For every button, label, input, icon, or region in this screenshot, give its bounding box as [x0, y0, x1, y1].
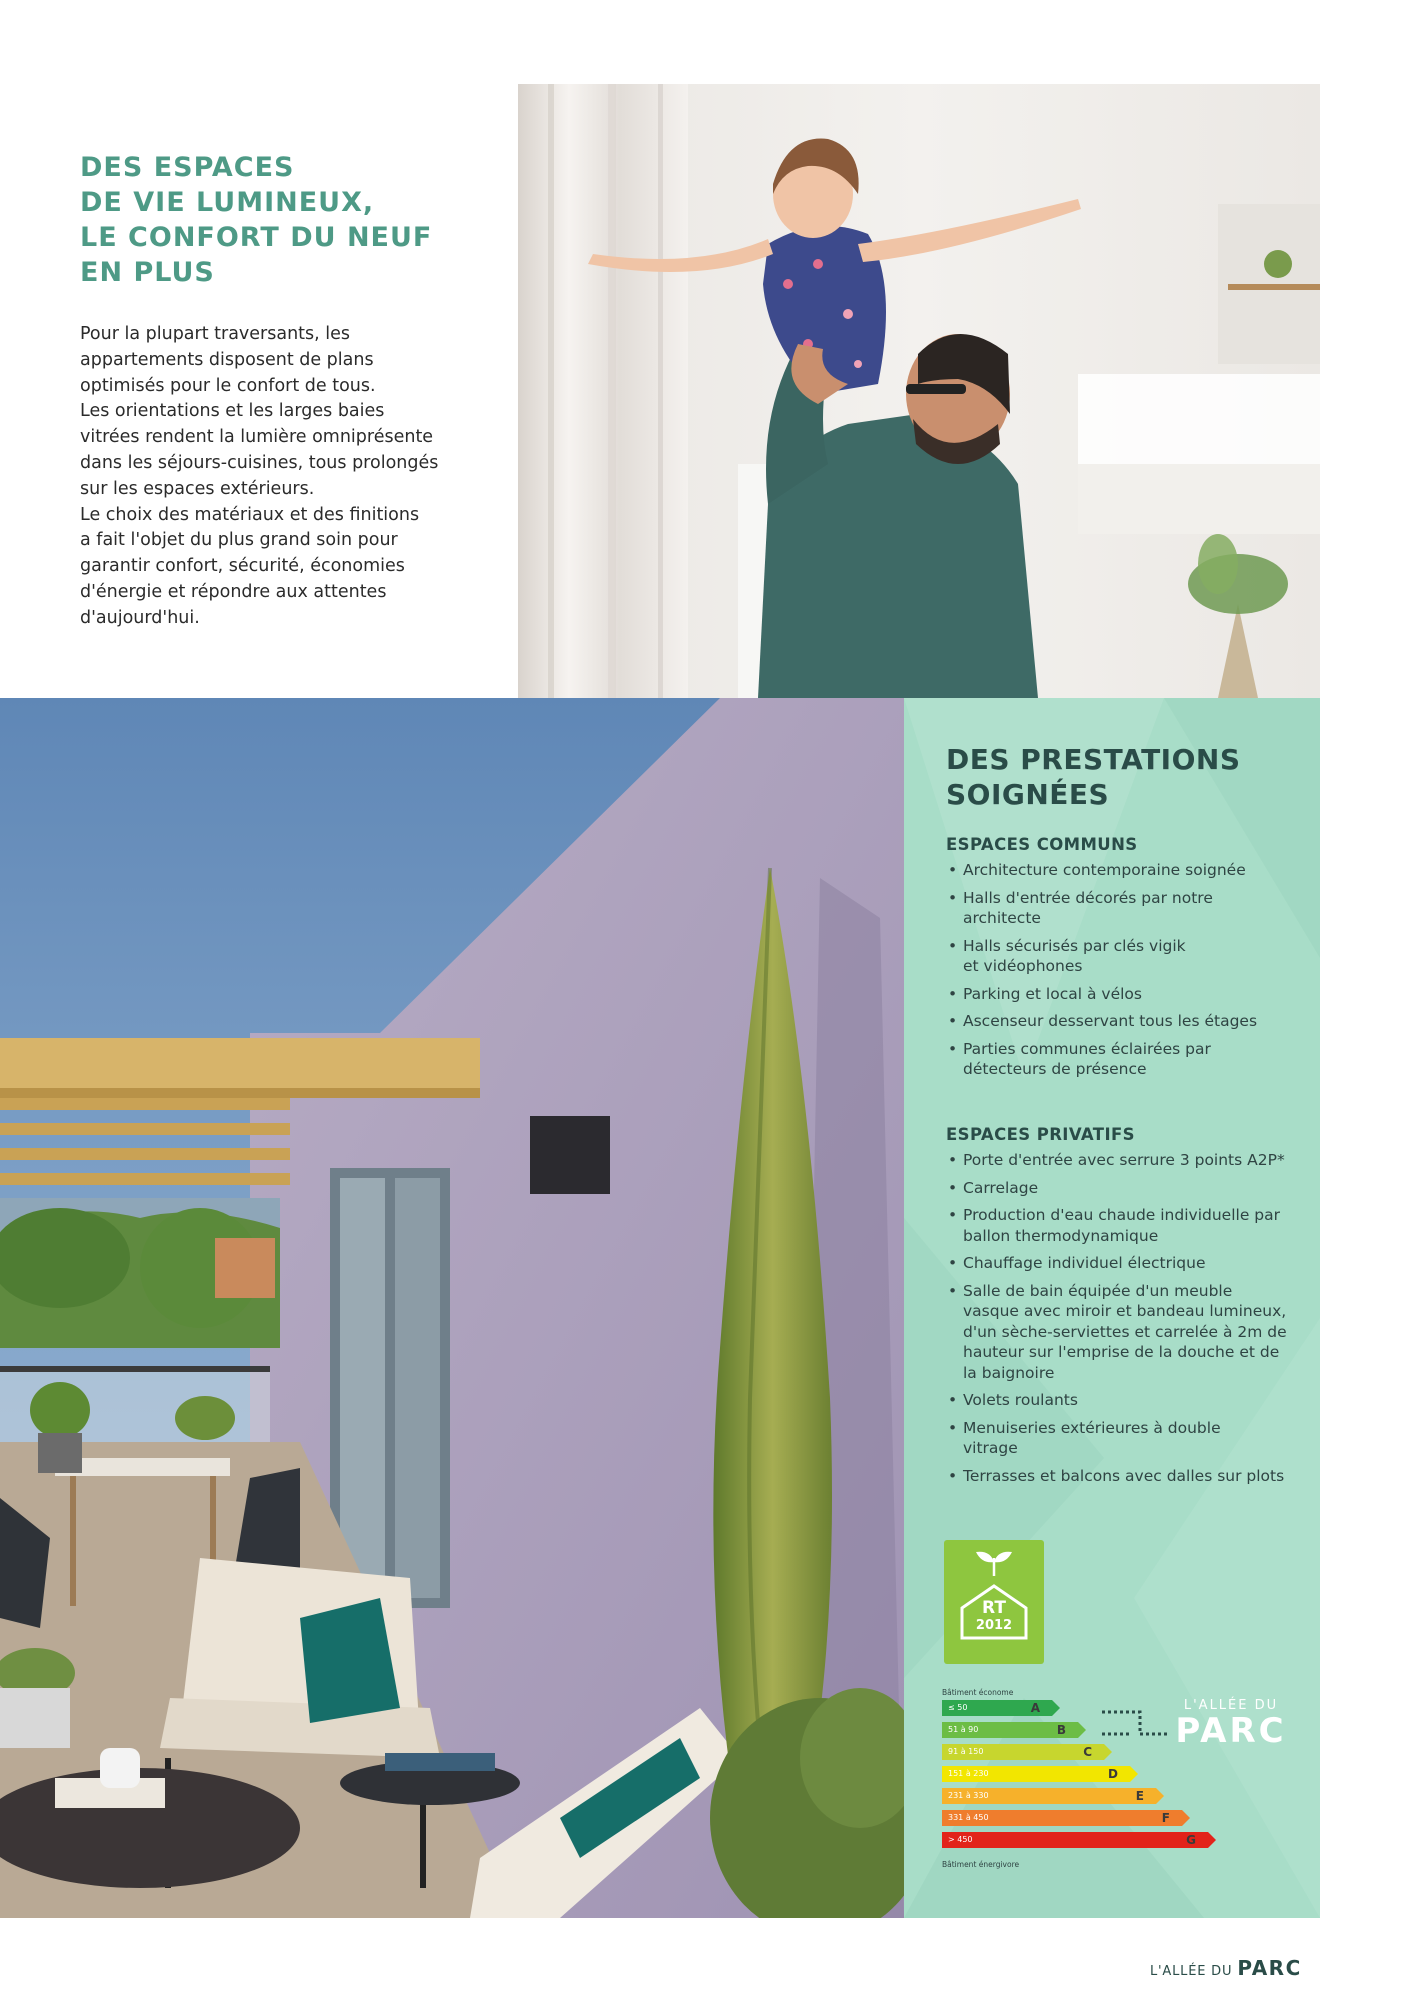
energy-bar-range: 91 à 150 [948, 1747, 984, 1756]
energy-bar-arrow [1208, 1832, 1216, 1848]
energy-bar-range: 51 à 90 [948, 1725, 979, 1734]
list-item: • Chauffage individuel électrique [946, 1253, 1306, 1274]
energy-bar-a [942, 1700, 1052, 1716]
energy-bar-range: 151 à 230 [948, 1769, 989, 1778]
panel-brand-line2: PARC [1175, 1711, 1287, 1751]
family-photo-illustration [518, 84, 1320, 698]
private-areas-heading: ESPACES PRIVATIFS [946, 1125, 1135, 1144]
energy-bar-f [942, 1810, 1182, 1826]
amenities-title-line: DES PRESTATIONS [946, 743, 1241, 776]
energy-bar-range: ≤ 50 [948, 1703, 968, 1712]
common-areas-section [946, 835, 1306, 1087]
energy-bar-letter: E [1135, 1789, 1144, 1803]
list-item: • Architecture contemporaine soignée [946, 860, 1306, 881]
list-item: • Parties communes éclairées par détecteurs de présence [946, 1039, 1306, 1080]
energy-top-caption: Bâtiment économe [942, 1688, 1014, 1697]
energy-bar-e [942, 1788, 1156, 1804]
panel-brand-logo [1166, 1698, 1296, 1749]
terrace-render [0, 698, 904, 1918]
list-item: • Halls d'entrée décorés par notre architecte [946, 888, 1306, 929]
list-item: • Menuiseries extérieures à double vitrage [946, 1418, 1306, 1459]
energy-pointer-icon [1100, 1704, 1170, 1744]
energy-bar-arrow [1182, 1810, 1190, 1826]
leaf-icon [972, 1546, 1016, 1578]
common-areas-heading: ESPACES COMMUNS [946, 835, 1138, 854]
amenities-title [946, 742, 1241, 812]
intro-text-line: dans les séjours-cuisines, tous prolongés [80, 452, 439, 473]
terrace-illustration [0, 698, 904, 1918]
amenities-title-line: SOIGNÉES [946, 778, 1110, 811]
list-item: • Porte d'entrée avec serrure 3 points A2P* [946, 1150, 1306, 1171]
energy-bar-letter: B [1056, 1723, 1066, 1737]
intro-text-line: sur les espaces extérieurs. [80, 478, 315, 499]
intro-text-line: a fait l'objet du plus grand soin pour [80, 530, 398, 551]
energy-bar-b [942, 1722, 1078, 1738]
energy-bar-range: 331 à 450 [948, 1813, 989, 1822]
energy-bar-letter: D [1108, 1767, 1118, 1781]
footer-brand-a: L'ALLÉE DU [1150, 1964, 1233, 1979]
list-item: • Ascenseur desservant tous les étages [946, 1011, 1306, 1032]
rt-label: RT [982, 1598, 1006, 1618]
intro-title-line: LE CONFORT DU NEUF [80, 222, 433, 253]
intro-text-line: d'énergie et répondre aux attentes [80, 581, 387, 602]
energy-bar-letter: G [1186, 1833, 1196, 1847]
intro-title-line: DE VIE LUMINEUX, [80, 187, 375, 218]
footer-brand-b: PARC [1237, 1956, 1302, 1980]
energy-bar-arrow [1104, 1744, 1112, 1760]
intro-text-line: appartements disposent de plans [80, 349, 374, 370]
intro-paragraph [80, 322, 500, 632]
family-photo [518, 84, 1320, 698]
panel-brand-line1: L'ALLÉE DU [1183, 1698, 1279, 1713]
intro-title-line: DES ESPACES [80, 152, 295, 183]
private-areas-list [946, 1150, 1306, 1486]
list-item: • Salle de bain équipée d'un meuble vasque avec miroir et bandeau lumineux, d'un sèche-serviettes et carrelée à 2m de hauteur sur l'emprise de la douche et de la baignoire [946, 1281, 1306, 1384]
energy-bar-g [942, 1832, 1208, 1848]
energy-bar-arrow [1130, 1766, 1138, 1782]
intro-text-line: optimisés pour le confort de tous. [80, 375, 376, 396]
footer-brand-logo [1150, 1956, 1302, 1980]
list-item: • Carrelage [946, 1178, 1306, 1199]
intro-text-line: Le choix des matériaux et des finitions [80, 504, 420, 525]
intro-text-line: vitrées rendent la lumière omniprésente [80, 427, 434, 448]
intro-text-line: Pour la plupart traversants, les [80, 324, 351, 344]
energy-bar-arrow [1078, 1722, 1086, 1738]
intro-text-line: Les orientations et les larges baies [80, 401, 385, 422]
list-item: • Volets roulants [946, 1390, 1306, 1411]
private-areas-section [946, 1125, 1306, 1493]
energy-bar-d [942, 1766, 1130, 1782]
energy-bar-range: 231 à 330 [948, 1791, 989, 1800]
energy-bar-c [942, 1744, 1104, 1760]
common-areas-list [946, 860, 1306, 1080]
list-item: • Terrasses et balcons avec dalles sur plots [946, 1466, 1306, 1487]
intro-title [80, 150, 480, 290]
intro-text-line: d'aujourd'hui. [80, 607, 200, 628]
list-item: • Halls sécurisés par clés vigik et vidéophones [946, 936, 1306, 977]
energy-bar-letter: C [1083, 1745, 1092, 1759]
intro-title-line: EN PLUS [80, 257, 215, 288]
list-item: • Parking et local à vélos [946, 984, 1306, 1005]
rt2012-badge [944, 1540, 1044, 1664]
intro-text-line: garantir confort, sécurité, économies [80, 556, 405, 577]
list-item: • Production d'eau chaude individuelle par ballon thermodynamique [946, 1205, 1306, 1246]
amenities-panel [904, 698, 1320, 1918]
energy-bar-arrow [1052, 1700, 1060, 1716]
energy-bar-arrow [1156, 1788, 1164, 1804]
rt-year: 2012 [975, 1618, 1013, 1633]
energy-bar-letter: A [1030, 1701, 1040, 1715]
energy-bottom-caption: Bâtiment énergivore [942, 1860, 1020, 1869]
energy-bar-letter: F [1161, 1811, 1170, 1825]
energy-bar-range: > 450 [948, 1835, 973, 1844]
